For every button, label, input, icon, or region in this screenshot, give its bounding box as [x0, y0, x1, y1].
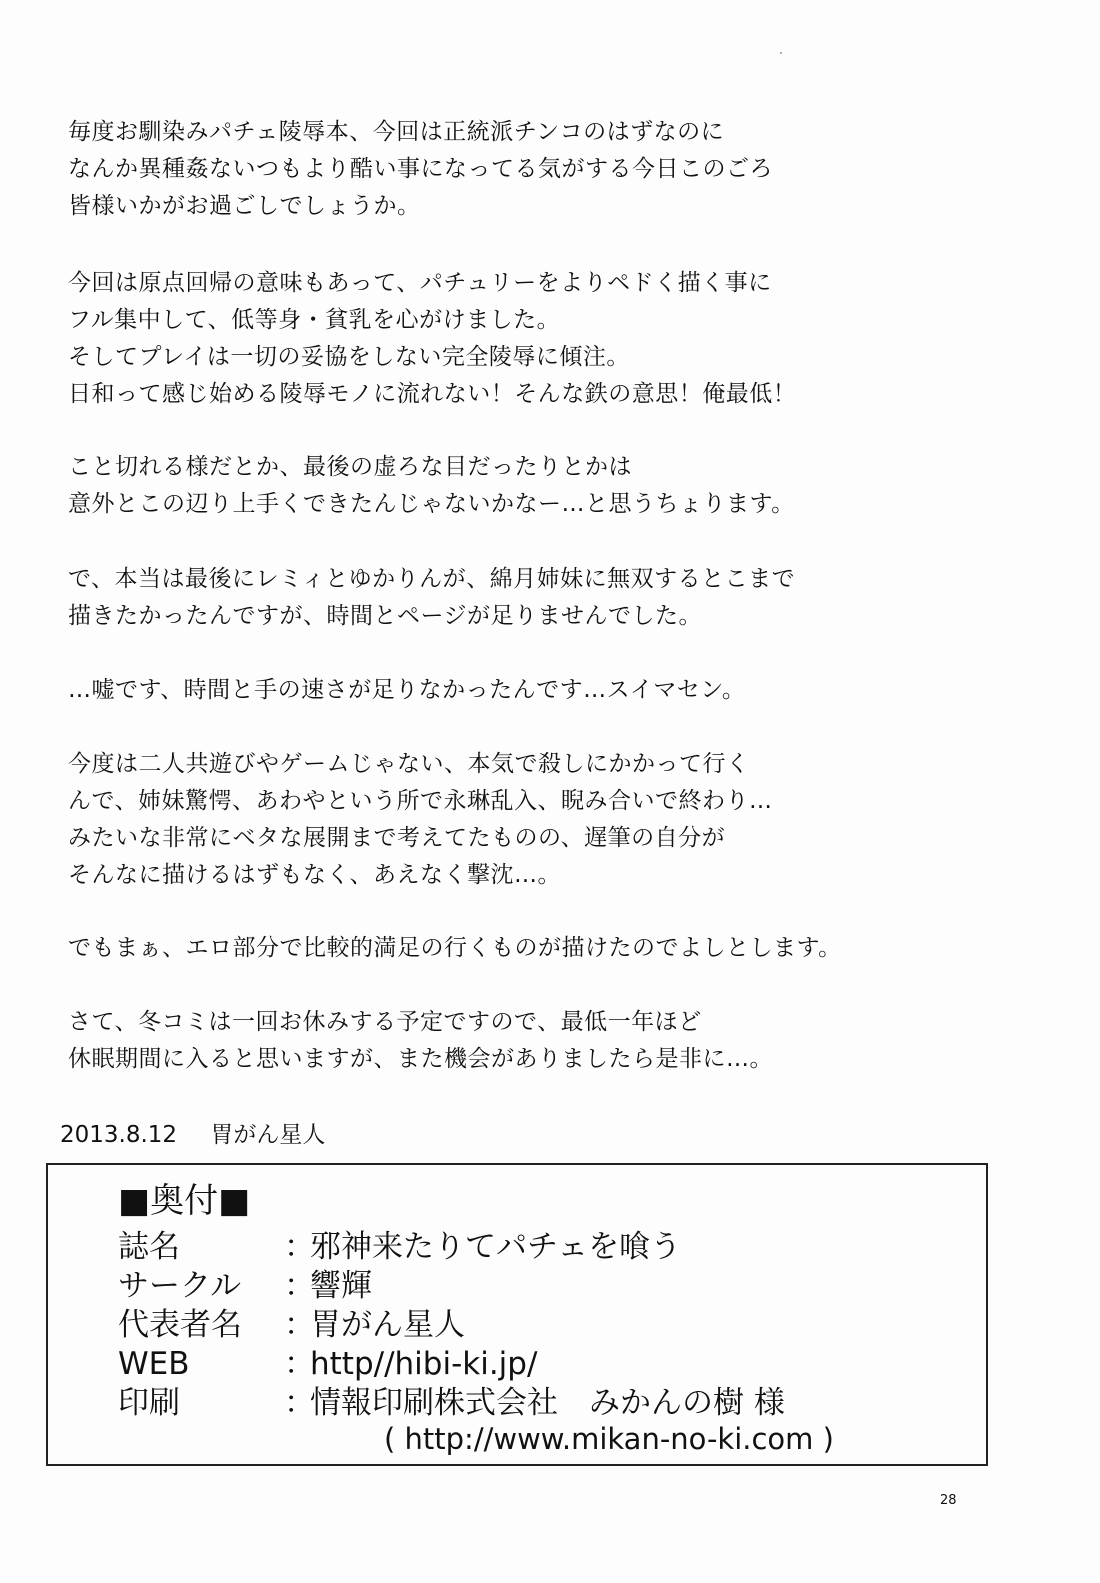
colophon-label: 印刷	[118, 1385, 180, 1421]
text-line: でもまぁ、エロ部分で比較的満足の行くものが描けたのでよしとします。	[68, 935, 842, 961]
afterword-paragraph-5	[68, 672, 968, 709]
afterword-paragraph-7	[68, 930, 968, 967]
text-line: 意外とこの辺り上手くできたんじゃないかなー…と思うちょります。	[68, 491, 795, 517]
afterword-paragraph-4	[68, 561, 968, 635]
afterword-paragraph-6	[68, 746, 968, 894]
colophon-separator: ：	[284, 1229, 315, 1265]
text-line: 休眠期間に入ると思いますが、また機会がありましたら是非に…。	[68, 1046, 773, 1072]
colophon-value: 胃がん星人	[310, 1307, 465, 1343]
colophon-row-title	[118, 1228, 681, 1266]
printer-url: ( http://www.mikan-no-ki.com )	[384, 1422, 834, 1456]
afterword-paragraph-2	[68, 265, 968, 413]
colophon-value: 情報印刷株式会社 みかんの樹 様	[310, 1385, 785, 1421]
colophon-title: ■奥付■	[118, 1181, 251, 1221]
colophon-value: 邪神来たりてパチェを喰う	[310, 1229, 682, 1265]
text-line: 毎度お馴染みパチェ陵辱本、今回は正統派チンコのはずなのに	[68, 119, 725, 145]
colophon-label: 誌名	[118, 1229, 180, 1265]
colophon-web-url: http//hibi-ki.jp/	[310, 1346, 538, 1382]
afterword-date: 2013.8.12	[60, 1122, 178, 1148]
colophon-separator: ：	[284, 1385, 315, 1421]
colophon-separator: ：	[284, 1307, 315, 1343]
text-line: …嘘です、時間と手の速さが足りなかったんです…スイマセン。	[68, 677, 746, 703]
afterword-paragraph-3	[68, 449, 968, 523]
colophon-separator: ：	[284, 1268, 315, 1304]
text-line: 皆様いかがお過ごしでしょうか。	[68, 193, 421, 219]
text-line: 日和って感じ始める陵辱モノに流れない！そんな鉄の意思！俺最低！	[68, 381, 797, 407]
page-number: 28	[940, 1493, 957, 1508]
text-line: 今度は二人共遊びやゲームじゃない、本気で殺しにかかって行く	[68, 751, 750, 777]
afterword-paragraph-1	[68, 114, 968, 225]
text-line: 今回は原点回帰の意味もあって、パチュリーをよりペドく描く事に	[68, 270, 772, 296]
colophon-value: 響輝	[310, 1268, 372, 1304]
text-line: なんか異種姦ないつもより酷い事になってる気がする今日このごろ	[68, 156, 773, 182]
colophon-row-printer	[118, 1384, 785, 1422]
text-line: こと切れる様だとか、最後の虚ろな目だったりとかは	[68, 454, 632, 480]
afterword-paragraph-8	[68, 1004, 968, 1078]
colophon-label: サークル	[118, 1268, 242, 1304]
text-line: みたいな非常にベタな展開まで考えてたものの、遅筆の自分が	[68, 825, 726, 851]
colophon-row-representative	[118, 1306, 465, 1344]
colophon-label: WEB	[118, 1346, 190, 1382]
colophon-row-web	[118, 1345, 537, 1383]
colophon-separator: ：	[284, 1346, 315, 1382]
text-line: そしてプレイは一切の妥協をしない完全陵辱に傾注。	[68, 344, 630, 370]
text-line: で、本当は最後にレミィとゆかりんが、綿月姉妹に無双するとこまで	[68, 566, 796, 592]
signature-line	[60, 1120, 325, 1150]
colophon-label: 代表者名	[118, 1307, 242, 1343]
scan-speck	[780, 52, 782, 54]
text-line: さて、冬コミは一回お休みする予定ですので、最低一年ほど	[68, 1009, 702, 1035]
text-line: 描きたかったんですが、時間とページが足りませんでした。	[68, 603, 703, 629]
text-line: んで、姉妹驚愕、あわやという所で永琳乱入、睨み合いで終わり…	[68, 788, 773, 814]
text-line: そんなに描けるはずもなく、あえなく撃沈…。	[68, 862, 562, 888]
text-line: フル集中して、低等身・貧乳を心がけました。	[68, 307, 561, 333]
colophon-row-circle	[118, 1267, 372, 1305]
colophon-box	[46, 1163, 988, 1466]
afterword-author: 胃がん星人	[210, 1122, 326, 1148]
